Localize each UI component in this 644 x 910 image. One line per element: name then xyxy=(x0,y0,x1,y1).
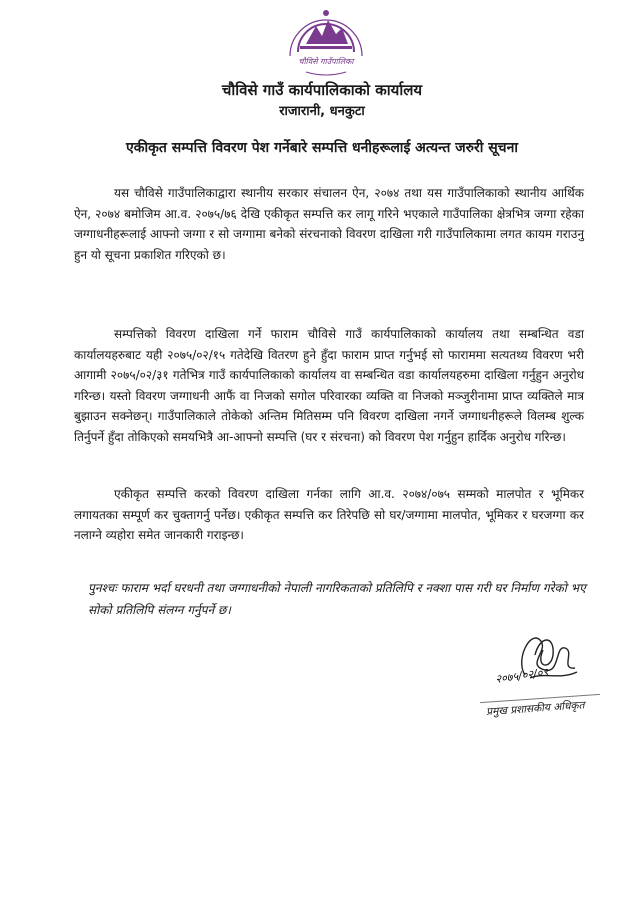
paragraph-text: सम्पत्तिको विवरण दाखिला गर्ने फाराम चौविसे गाउँ कार्यपालिकाको कार्यालय तथा सम्बन्धित वडा कार्यालयहरुबाट यही २०७५/०२/१५ गतेदेखि वितरण हुने हुँदा फाराम प्राप्त गर्नुभई सो फाराममा सत्यतथ्य विवरण भरी आगामी २०७५/०२/३१ गतेभित्र गाउँ कार्यपालिकाको कार्यालय वा सम्बन्धित वडा कार्यालयहरुमा दाखिला गर्नुहुन अनुरोध गरिन्छ। यस्तो विवरण जग्गाधनी आफैं वा निजको सगोल परिवारका व्यक्ति वा निजको मञ्जुरीनामा प्राप्त व्यक्तिले मात्र बुझाउन सक्नेछन्। गाउँपालिकाले तोकेको अन्तिम मितिसम्म पनि विवरण दाखिला नगर्ने जग्गाधनीहरूले विलम्ब शुल्क तिर्नुपर्ने हुँदा तोकिएको समयभित्रै आ-आफ्नो सम्पत्ति (घर र संरचना) को विवरण पेश गर्नुहुन हार्दिक अनुरोध गरिन्छ। xyxy=(74,327,584,444)
notice-title: एकीकृत सम्पत्ति विवरण पेश गर्नेबारे सम्पत्ति धनीहरूलाई अत्यन्त जरुरी सूचना xyxy=(126,140,518,156)
municipality-seal-logo xyxy=(276,4,376,84)
notice-paragraph-2 xyxy=(74,324,584,448)
office-address: राजारानी, धनकुटा xyxy=(279,104,365,119)
postscript: पुनश्चः फाराम भर्दा घरधनी तथा जग्गाधनीको नेपाली नागरिकताको प्रतिलिपि र नक्शा पास गरी घर निर्माण गरेको भए सोको प्रतिलिपि संलग्न गर्नुपर्ने छ। xyxy=(88,581,586,617)
notice-paragraph-1 xyxy=(74,183,584,265)
signature-date: २०७५/०२/०९ xyxy=(494,665,550,686)
paragraph-text: एकीकृत सम्पत्ति करको विवरण दाखिला गर्नका लागि आ.व. २०७४/०७५ सम्मको मालपोत र भूमिकर लगायतका सम्पूर्ण कर चुक्तागर्नु पर्नेछ। एकीकृत सम्पत्ति कर तिरेपछि सो घर/जग्गामा मालपोत, भूमिकर र घरजग्गा कर नलाग्ने व्यहोरा समेत जानकारी गराइन्छ। xyxy=(74,487,584,543)
paragraph-text: यस चौविसे गाउँपालिकाद्वारा स्थानीय सरकार संचालन ऐन, २०७४ तथा यस गाउँपालिकाको स्थानीय आर्थिक ऐन, २०७४ बमोजिम आ.व. २०७५/७६ देखि एकीकृत सम्पत्ति कर लागू गरिने भएकाले गाउँपालिका क्षेत्रभित्र जग्गा रहेका जग्गाधनीहरूलाई आफ्नो जग्गा र सो जग्गामा बनेको संरचनाको विवरण दाखिला गरी गाउँपालिकामा लगत कायम गराउनु हुन यो सूचना प्रकाशित गरिएको छ। xyxy=(74,186,584,262)
notice-paragraph-3 xyxy=(74,484,584,546)
office-name: चौविसे गाउँ कार्यपालिकाको कार्यालय xyxy=(221,81,423,99)
seal-text: चौविसे गाउँपालिका xyxy=(298,57,354,66)
signatory-title: प्रमुख प्रशासकीय अधिकृत xyxy=(485,699,585,719)
